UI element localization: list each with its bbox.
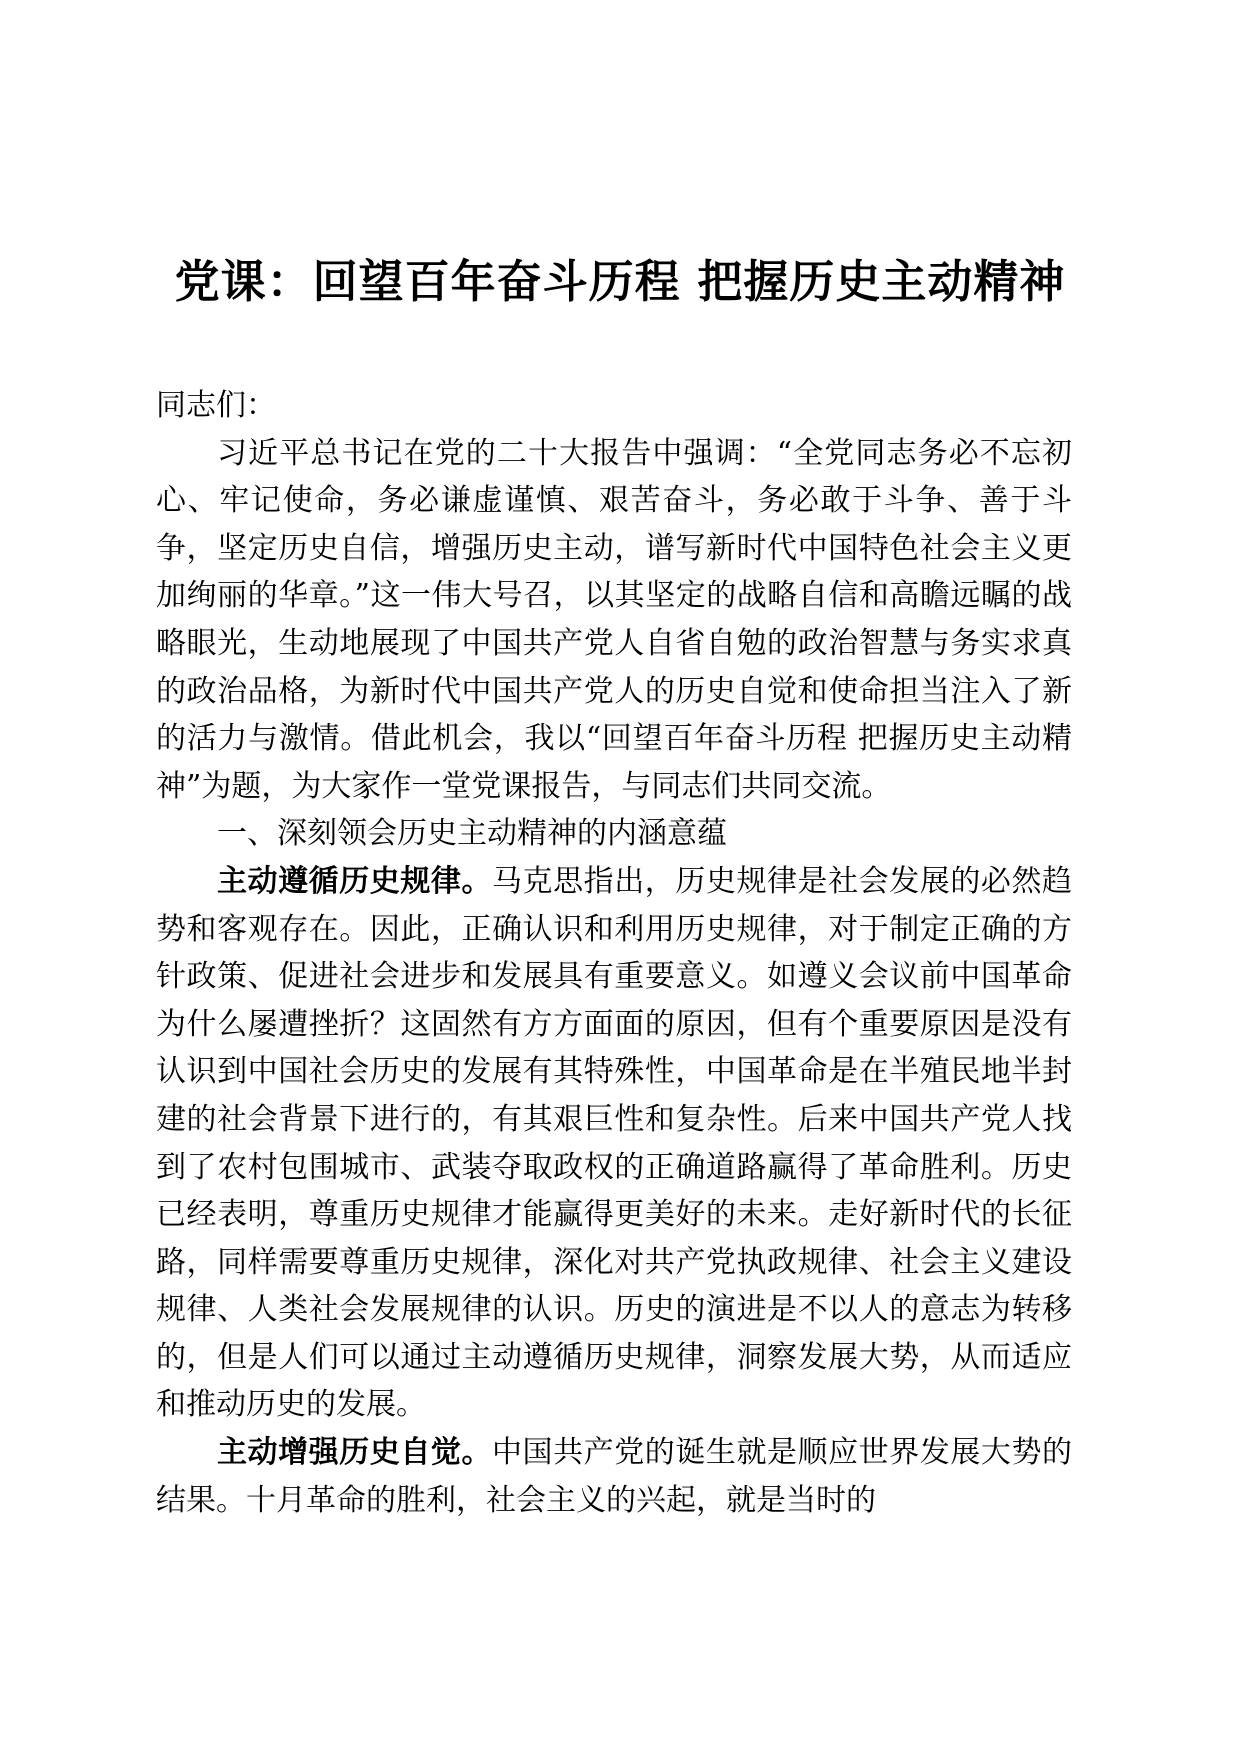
document-body	[156, 382, 1072, 1524]
paragraph-lead: 主动遵循历史规律。	[217, 863, 492, 899]
paragraph-follow-history-law	[156, 858, 1072, 1429]
intro-paragraph: 习近平总书记在党的二十大报告中强调：“全党同志务必不忘初心、牢记使命，务必谦虚谨慎、艰苦奋斗，务必敢于斗争、善于斗争，坚定历史自信，增强历史主动，谱写新时代中国特色社会主义更加绚丽的华章。”这一伟大号召，以其坚定的战略自信和高瞻远瞩的战略眼光，生动地展现了中国共产党人自省自勉的政治智慧与务实求真的政治品格，为新时代中国共产党人的历史自觉和使命担当注入了新的活力与激情。借此机会，我以“回望百年奋斗历程 把握历史主动精神”为题，为大家作一堂党课报告，与同志们共同交流。	[156, 435, 1072, 804]
paragraph-enhance-history-consciousness	[156, 1429, 1072, 1524]
paragraph-text: 马克思指出，历史规律是社会发展的必然趋势和客观存在。因此，正确认识和利用历史规律，对于制定正确的方针政策、促进社会进步和发展具有重要意义。如遵义会议前中国革命为什么屡遭挫折？这固然有方方面面的原因，但有个重要原因是没有认识到中国社会历史的发展有其特殊性，中国革命是在半殖民地半封建的社会背景下进行的，有其艰巨性和复杂性。后来中国共产党人找到了农村包围城市、武装夺取政权的正确道路赢得了革命胜利。历史已经表明，尊重历史规律才能赢得更美好的未来。走好新时代的长征路，同样需要尊重历史规律，深化对共产党执政规律、社会主义建设规律、人类社会发展规律的认识。历史的演进是不以人的意志为转移的，但是人们可以通过主动遵循历史规律，洞察发展大势，从而适应和推动历史的发展。	[156, 863, 1072, 1423]
document-title: 党课：回望百年奋斗历程 把握历史主动精神	[174, 255, 1066, 308]
paragraph-lead: 主动增强历史自觉。	[217, 1435, 492, 1471]
paragraph-text: 中国共产党的诞生就是顺应世界发展大势的结果。十月革命的胜利，社会主义的兴起，就是当时的	[156, 1435, 1072, 1518]
section-heading: 一、深刻领会历史主动精神的内涵意蕴	[217, 816, 727, 852]
salutation: 同志们：	[156, 388, 276, 423]
